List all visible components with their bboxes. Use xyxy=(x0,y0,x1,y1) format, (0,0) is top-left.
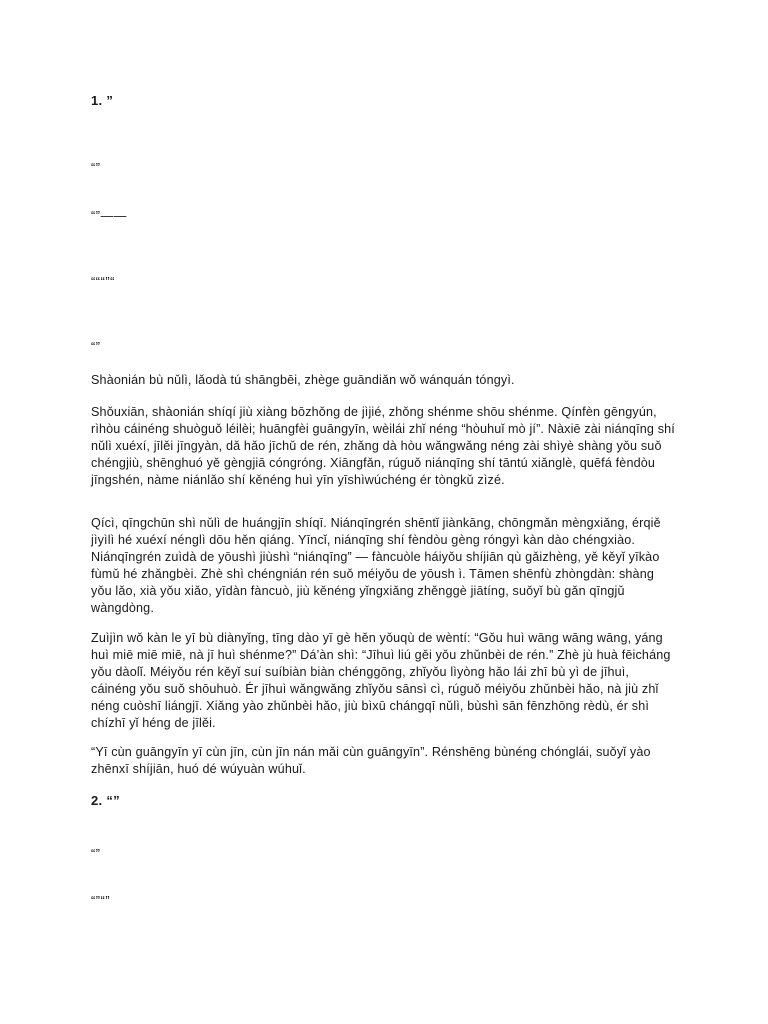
section-heading-1: 1. ” xyxy=(91,93,114,108)
pinyin-paragraph-5: “Yī cùn guāngyīn yī cùn jīn, cùn jīn nán mǎi cùn guāngyīn”. Rénshēng bùnéng chónglái, suǒyǐ yào zhēnxī shíjiān, huó dé wúyuàn wúhuǐ. xyxy=(91,745,651,776)
pinyin-paragraph-1: Shàonián bù nǔlì, lǎodà tú shāngbēi, zhège guāndiǎn wǒ wánquán tóngyì. xyxy=(91,373,515,387)
paragraph-2: “”—— xyxy=(91,209,127,223)
paragraph-3: “““”“ xyxy=(91,275,115,289)
pinyin-paragraph-3: Qícì, qīngchūn shì nǔlì de huángjīn shíqī. Niánqīngrén shēntǐ jiànkāng, chōngmǎn mèngxiǎng, érqiě jìyìlì hé xuéxí nénglì dōu hěn qiáng. Yīncǐ, niánqīng shí fèndòu gèng róngyì kàn dào chéngxiào. Niánqīngrén zuìdà de yōushì jiùshì “niánqīng” — fàncuòle háiyǒu shíjiān qù gǎizhèng, yě kěyǐ yīkào fùmǔ hé zhǎngbèi. Zhè shì chéngnián rén suǒ méiyǒu de yōush ì. Tāmen shēnfù zhòngdàn: shàng yǒu lǎo, xià yǒu xiǎo, yīdàn fàncuò, jiù kěnéng yǐngxiǎng zhěnggè jiātíng, suǒyǐ bù gǎn qīngjǔ wàngdòng. xyxy=(91,516,661,615)
paragraph-5: “” xyxy=(91,847,101,861)
paragraph-1: “” xyxy=(91,161,101,175)
section-heading-2: 2. “” xyxy=(91,793,120,808)
paragraph-4: “” xyxy=(91,340,101,354)
pinyin-paragraph-4: Zuìjìn wǒ kàn le yī bù diànyǐng, tīng dào yī gè hěn yǒuqù de wèntí: “Gǒu huì wāng wāng wāng, yáng huì miē miē miē, nà jī huì shénme?” Dá’àn shì: “Jīhuì liú gěi yǒu zhǔnbèi de rén.” Zhè jù huà fēicháng yǒu dàolǐ. Méiyǒu rén kěyǐ suí suíbiàn biàn chénggōng, zhǐyǒu lìyòng hǎo lái zhī bù yì de jīhuì, cáinéng yǒu suǒ shōuhuò. Ér jīhuì wǎngwǎng zhǐyǒu sānsì cì, rúguǒ méiyǒu zhǔnbèi hǎo, nà jiù zhǐ néng cuòshī liángjī. Xiǎng yào zhǔnbèi hǎo, jiù bìxū chángqī nǔlì, bùshì sān fēnzhōng rèdù, ér shì chízhī yǐ héng de jīlěi. xyxy=(91,631,671,730)
paragraph-6: “”“” xyxy=(91,894,111,908)
pinyin-paragraph-2: Shǒuxiān, shàonián shíqí jiù xiàng bōzhǒng de jìjié, zhǒng shénme shōu shénme. Qínfèn gēngyún, rìhòu cáinéng shuòguǒ léilèi; huāngfèi guāngyīn, wèilái zhǐ néng “hòuhuǐ mò jí”. Nàxiē zài niánqīng shí nǔlì xuéxí, jīlěi jīngyàn, dǎ hǎo jīchǔ de rén, zhǎng dà hòu wǎngwǎng néng zài shìyè shàng yǒu suǒ chéngjiù, shēnghuó yě gèngjiā cóngróng. Xiāngfǎn, rúguǒ niánqīng shí tāntú xiǎnglè, quēfá fèndòu jīngshén, nàme niánlǎo shí kěnéng huì yīn yīshìwúchéng ér tòngkǔ zìzé. xyxy=(91,405,675,487)
